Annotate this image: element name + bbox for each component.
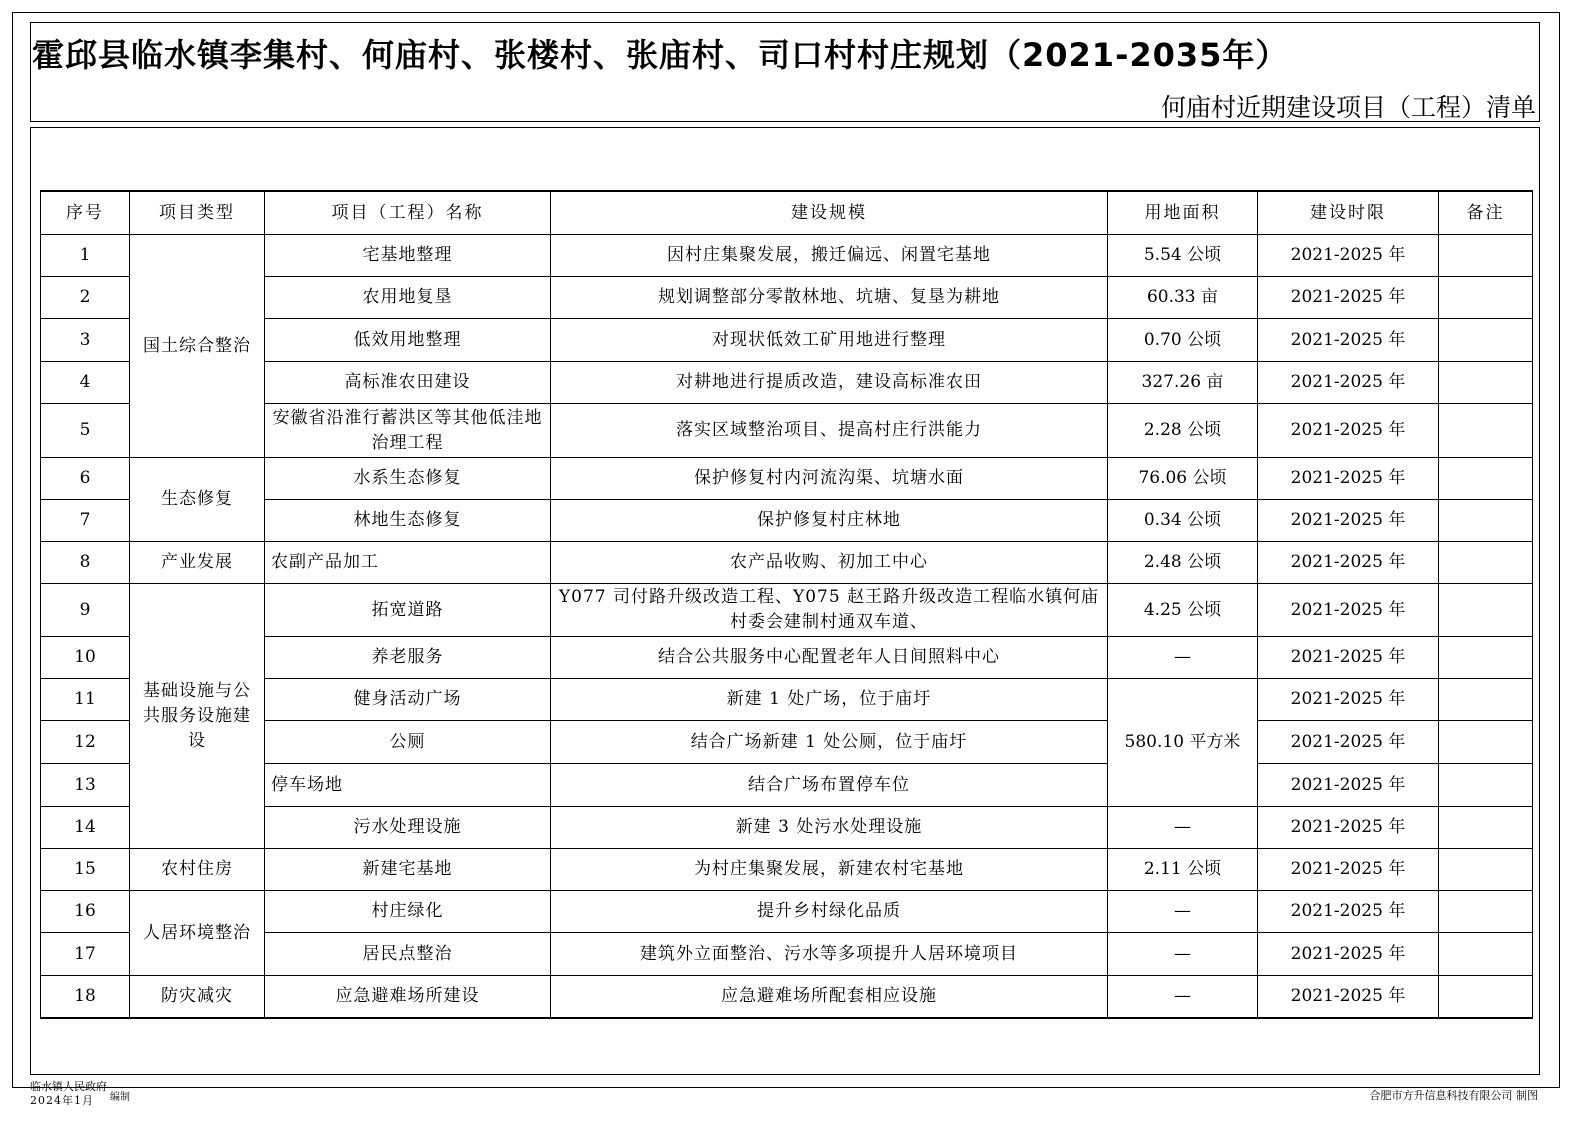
cell-scale: 建筑外立面整治、污水等多项提升人居环境项目 (551, 933, 1108, 976)
table-row (41, 679, 1533, 721)
table-row (41, 319, 1533, 362)
cell-area: — (1108, 637, 1258, 679)
cell-scale: 为村庄集聚发展，新建农村宅基地 (551, 849, 1108, 891)
cell-no: 14 (41, 807, 130, 849)
cell-no: 18 (41, 976, 130, 1018)
cell-scale: 对现状低效工矿用地进行整理 (551, 319, 1108, 362)
table-row (41, 807, 1533, 849)
cell-no: 3 (41, 319, 130, 362)
cell-no: 11 (41, 679, 130, 721)
cell-period: 2021-2025 年 (1258, 637, 1439, 679)
cell-area: — (1108, 807, 1258, 849)
cell-area: 2.11 公顷 (1108, 849, 1258, 891)
table-row (41, 721, 1533, 764)
cell-scale: 对耕地进行提质改造，建设高标准农田 (551, 362, 1108, 404)
cell-period: 2021-2025 年 (1258, 458, 1439, 500)
cell-scale: 因村庄集聚发展，搬迁偏远、闲置宅基地 (551, 235, 1108, 277)
project-table (40, 190, 1533, 1019)
cell-scale: Y077 司付路升级改造工程、Y075 赵王路升级改造工程临水镇何庙村委会建制村通双车道、 (551, 584, 1108, 637)
cell-type: 产业发展 (130, 542, 265, 584)
cell-area: 2.48 公顷 (1108, 542, 1258, 584)
cell-remark (1439, 637, 1533, 679)
table-row (41, 458, 1533, 500)
footer-drawn-by: 合肥市方升信息科技有限公司 制图 (1369, 1089, 1538, 1102)
cell-scale: 提升乡村绿化品质 (551, 891, 1108, 933)
cell-period: 2021-2025 年 (1258, 584, 1439, 637)
table-row (41, 933, 1533, 976)
footer-maker-label: 编制 (110, 1092, 130, 1103)
cell-scale: 保护修复村庄林地 (551, 500, 1108, 542)
cell-name: 公厕 (265, 721, 551, 764)
col-header-period: 建设时限 (1258, 191, 1439, 235)
cell-period: 2021-2025 年 (1258, 319, 1439, 362)
cell-area: — (1108, 891, 1258, 933)
page-subtitle: 何庙村近期建设项目（工程）清单 (1160, 93, 1536, 122)
cell-type: 国土综合整治 (130, 235, 265, 458)
cell-name: 拓宽道路 (265, 584, 551, 637)
cell-scale: 农产品收购、初加工中心 (551, 542, 1108, 584)
cell-period: 2021-2025 年 (1258, 679, 1439, 721)
cell-scale: 应急避难场所配套相应设施 (551, 976, 1108, 1018)
table-row (41, 542, 1533, 584)
cell-scale: 结合广场布置停车位 (551, 764, 1108, 807)
cell-no: 16 (41, 891, 130, 933)
cell-scale: 结合公共服务中心配置老年人日间照料中心 (551, 637, 1108, 679)
col-header-area: 用地面积 (1108, 191, 1258, 235)
cell-period: 2021-2025 年 (1258, 235, 1439, 277)
cell-period: 2021-2025 年 (1258, 362, 1439, 404)
cell-name: 健身活动广场 (265, 679, 551, 721)
table-row (41, 500, 1533, 542)
cell-no: 8 (41, 542, 130, 584)
col-header-scale: 建设规模 (551, 191, 1108, 235)
cell-no: 5 (41, 404, 130, 458)
cell-no: 10 (41, 637, 130, 679)
cell-period: 2021-2025 年 (1258, 849, 1439, 891)
cell-remark (1439, 542, 1533, 584)
cell-name: 居民点整治 (265, 933, 551, 976)
cell-remark (1439, 764, 1533, 807)
cell-no: 9 (41, 584, 130, 637)
page-title: 霍邱县临水镇李集村、何庙村、张楼村、张庙村、司口村村庄规划（2021-2035年） (32, 36, 1289, 74)
cell-type: 防灾减灾 (130, 976, 265, 1018)
cell-name: 新建宅基地 (265, 849, 551, 891)
col-header-type: 项目类型 (130, 191, 265, 235)
cell-period: 2021-2025 年 (1258, 807, 1439, 849)
cell-name: 低效用地整理 (265, 319, 551, 362)
cell-name: 高标准农田建设 (265, 362, 551, 404)
table-row (41, 976, 1533, 1018)
cell-period: 2021-2025 年 (1258, 277, 1439, 319)
cell-name: 安徽省沿淮行蓄洪区等其他低洼地治理工程 (265, 404, 551, 458)
cell-remark (1439, 679, 1533, 721)
cell-area: 76.06 公顷 (1108, 458, 1258, 500)
cell-remark (1439, 404, 1533, 458)
cell-area: 5.54 公顷 (1108, 235, 1258, 277)
footer-date: 2024年1月 (30, 1094, 94, 1107)
cell-type: 基础设施与公共服务设施建设 (130, 584, 265, 849)
cell-remark (1439, 976, 1533, 1018)
cell-remark (1439, 458, 1533, 500)
cell-no: 6 (41, 458, 130, 500)
col-header-no: 序号 (41, 191, 130, 235)
cell-scale: 结合广场新建 1 处公厕，位于庙圩 (551, 721, 1108, 764)
cell-no: 2 (41, 277, 130, 319)
cell-area: — (1108, 976, 1258, 1018)
cell-no: 1 (41, 235, 130, 277)
cell-remark (1439, 891, 1533, 933)
cell-remark (1439, 362, 1533, 404)
cell-remark (1439, 277, 1533, 319)
cell-no: 12 (41, 721, 130, 764)
cell-no: 17 (41, 933, 130, 976)
cell-name: 农用地复垦 (265, 277, 551, 319)
cell-area: 4.25 公顷 (1108, 584, 1258, 637)
cell-period: 2021-2025 年 (1258, 721, 1439, 764)
cell-scale: 新建 3 处污水处理设施 (551, 807, 1108, 849)
cell-area: 0.34 公顷 (1108, 500, 1258, 542)
cell-area: 60.33 亩 (1108, 277, 1258, 319)
footer-org (30, 1080, 107, 1108)
cell-no: 13 (41, 764, 130, 807)
cell-period: 2021-2025 年 (1258, 933, 1439, 976)
cell-no: 4 (41, 362, 130, 404)
table-header-row (41, 191, 1533, 235)
cell-remark (1439, 319, 1533, 362)
cell-area: 580.10 平方米 (1108, 679, 1258, 807)
cell-scale: 落实区域整治项目、提高村庄行洪能力 (551, 404, 1108, 458)
cell-name: 停车场地 (265, 764, 551, 807)
cell-name: 应急避难场所建设 (265, 976, 551, 1018)
table-row (41, 891, 1533, 933)
cell-name: 林地生态修复 (265, 500, 551, 542)
cell-type: 农村住房 (130, 849, 265, 891)
cell-no: 7 (41, 500, 130, 542)
table-row (41, 849, 1533, 891)
cell-area: 327.26 亩 (1108, 362, 1258, 404)
table-row (41, 637, 1533, 679)
table-row (41, 277, 1533, 319)
cell-period: 2021-2025 年 (1258, 404, 1439, 458)
table-row (41, 235, 1533, 277)
col-header-remark: 备注 (1439, 191, 1533, 235)
cell-remark (1439, 235, 1533, 277)
cell-name: 农副产品加工 (265, 542, 551, 584)
cell-remark (1439, 807, 1533, 849)
cell-name: 养老服务 (265, 637, 551, 679)
cell-area: — (1108, 933, 1258, 976)
cell-period: 2021-2025 年 (1258, 764, 1439, 807)
cell-period: 2021-2025 年 (1258, 542, 1439, 584)
cell-remark (1439, 500, 1533, 542)
cell-name: 宅基地整理 (265, 235, 551, 277)
cell-remark (1439, 584, 1533, 637)
cell-no: 15 (41, 849, 130, 891)
cell-type: 生态修复 (130, 458, 265, 542)
table-row (41, 404, 1533, 458)
cell-period: 2021-2025 年 (1258, 976, 1439, 1018)
cell-remark (1439, 933, 1533, 976)
cell-remark (1439, 721, 1533, 764)
cell-name: 污水处理设施 (265, 807, 551, 849)
footer-org-name: 临水镇人民政府 (30, 1080, 107, 1093)
table-row (41, 362, 1533, 404)
cell-area: 0.70 公顷 (1108, 319, 1258, 362)
table-row (41, 584, 1533, 637)
col-header-name: 项目（工程）名称 (265, 191, 551, 235)
cell-remark (1439, 849, 1533, 891)
cell-name: 村庄绿化 (265, 891, 551, 933)
cell-name: 水系生态修复 (265, 458, 551, 500)
cell-period: 2021-2025 年 (1258, 500, 1439, 542)
cell-scale: 新建 1 处广场，位于庙圩 (551, 679, 1108, 721)
cell-type: 人居环境整治 (130, 891, 265, 976)
cell-area: 2.28 公顷 (1108, 404, 1258, 458)
table-row (41, 764, 1533, 807)
cell-scale: 规划调整部分零散林地、坑塘、复垦为耕地 (551, 277, 1108, 319)
cell-scale: 保护修复村内河流沟渠、坑塘水面 (551, 458, 1108, 500)
cell-period: 2021-2025 年 (1258, 891, 1439, 933)
